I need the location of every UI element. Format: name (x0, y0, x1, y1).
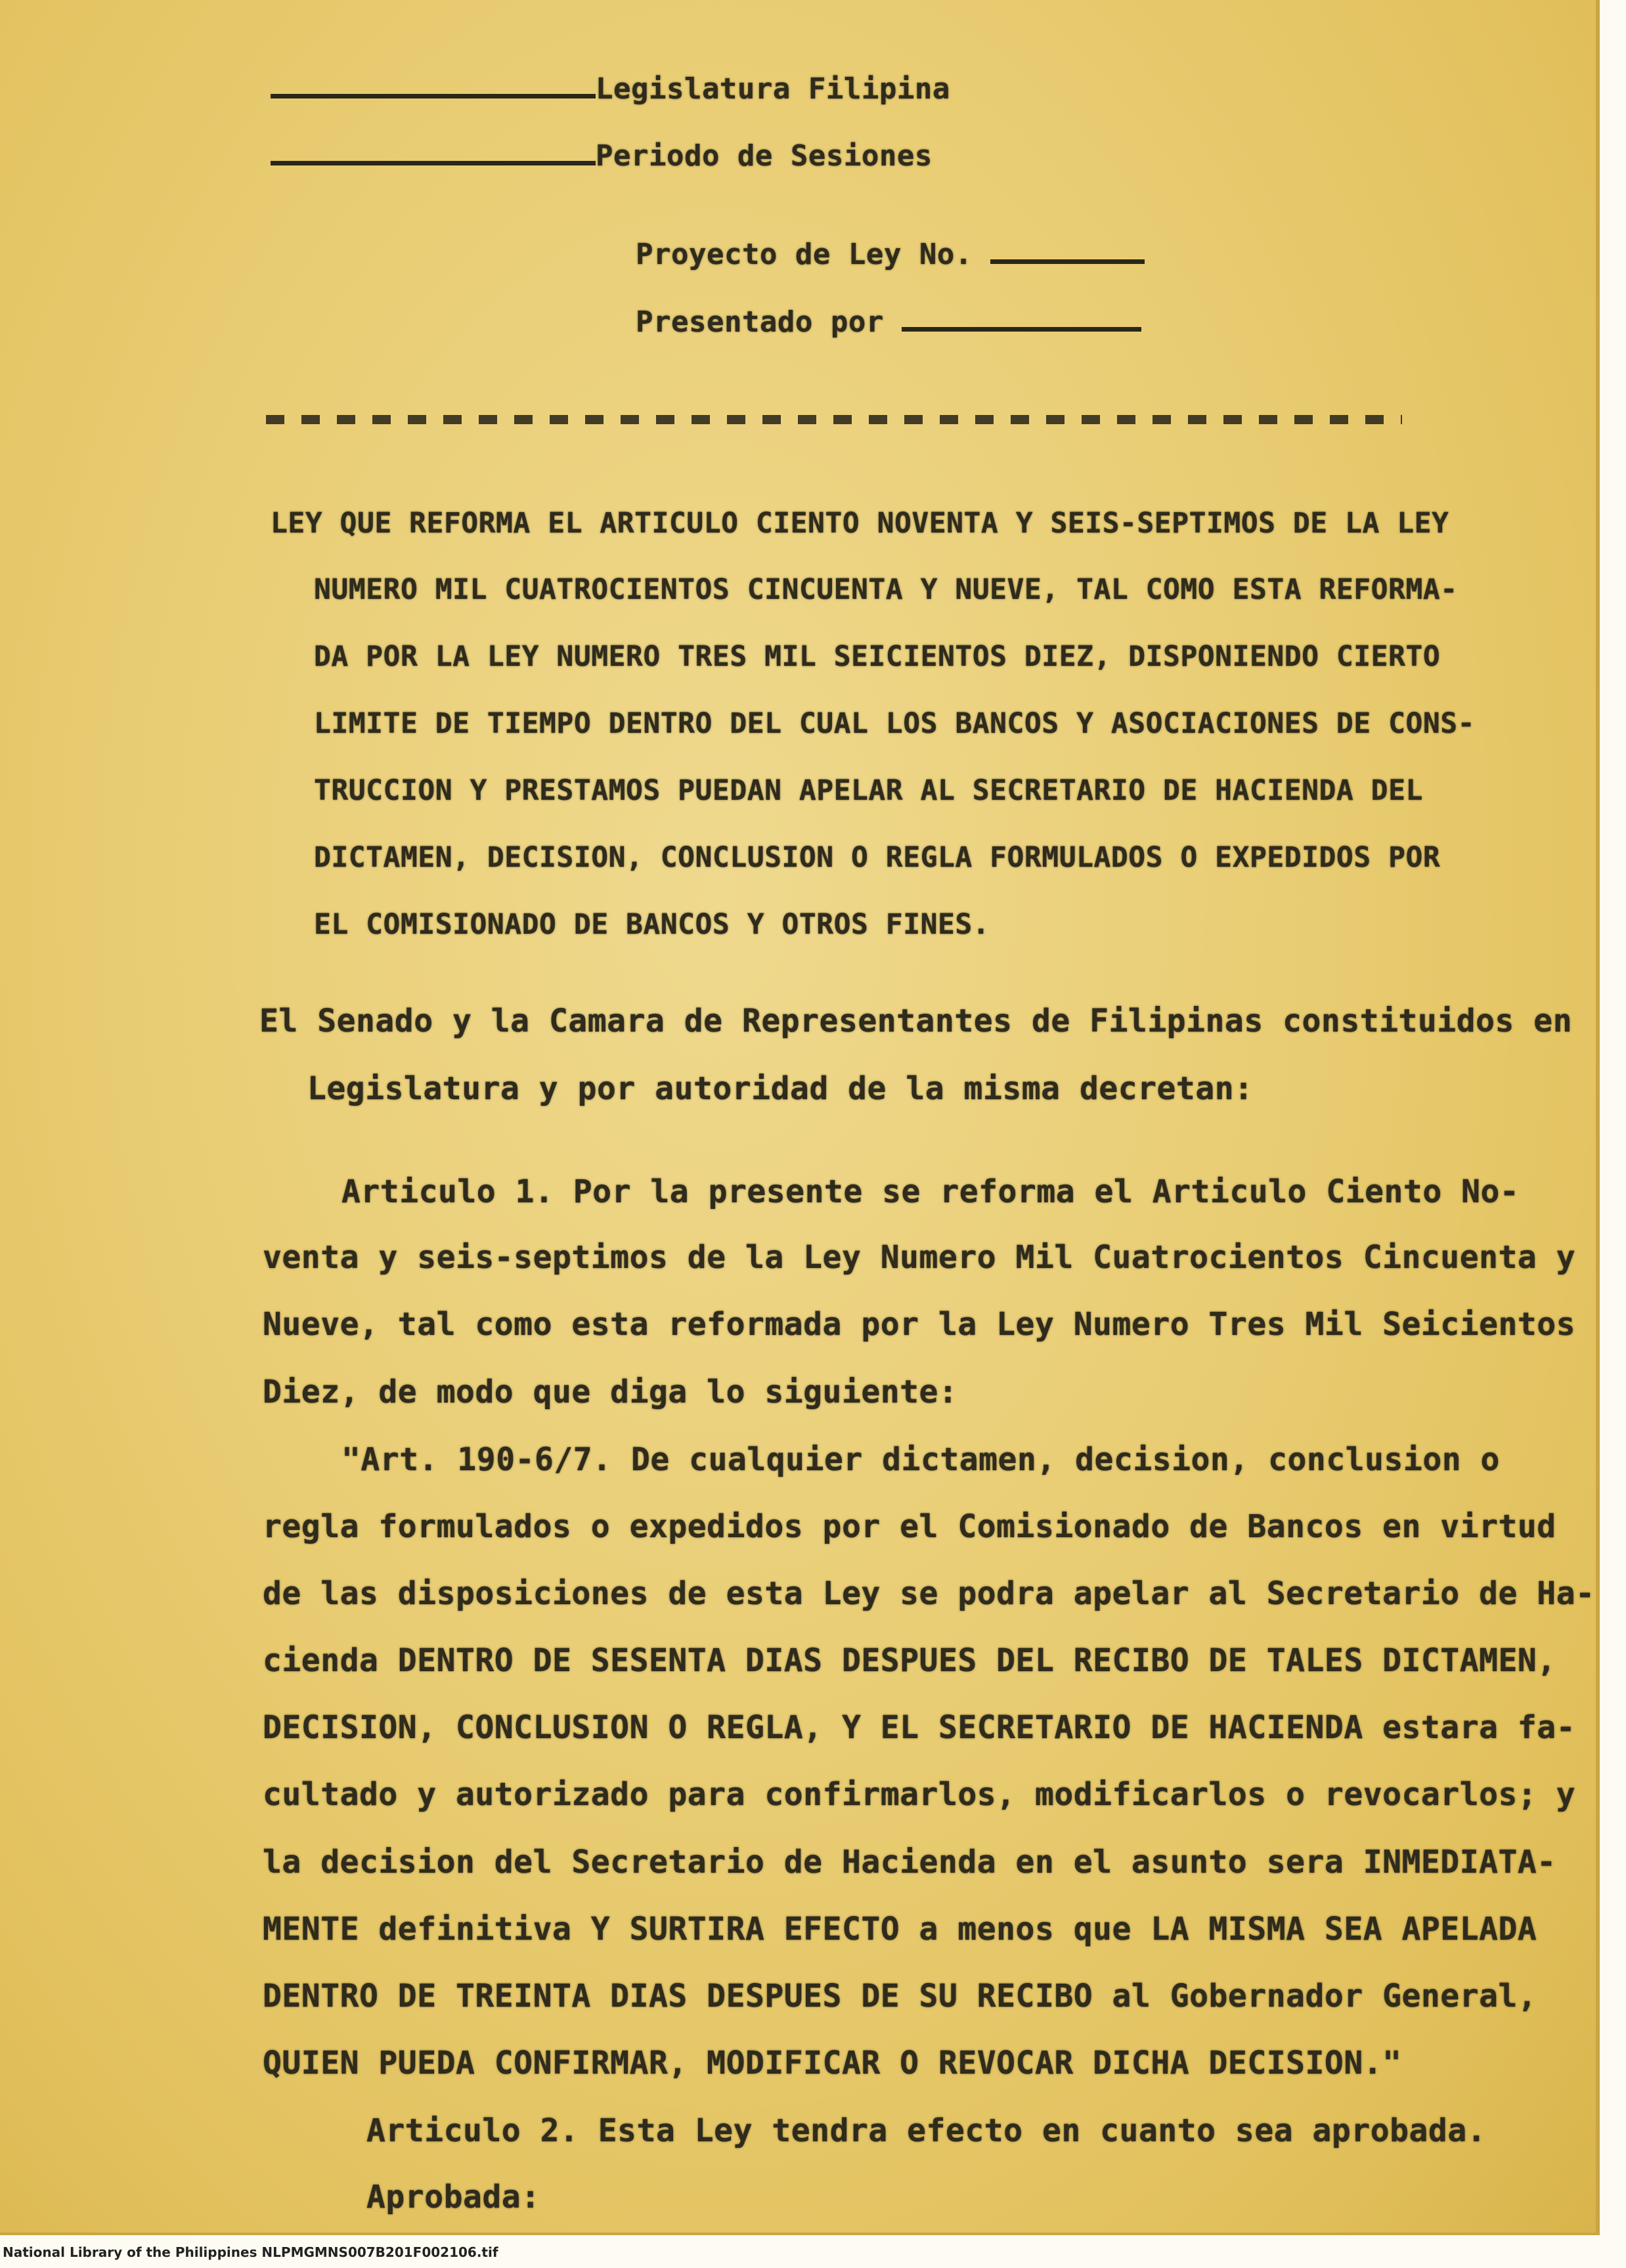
periodo-blank (271, 161, 596, 165)
quoted-line: "Art. 190-6/7. De cualquier dictamen, decision, conclusion o (341, 1441, 1500, 1478)
quoted-line: de las disposiciones de esta Ley se podra apelar al Secretario de Ha- (263, 1575, 1595, 1612)
title-line: TRUCCION Y PRESTAMOS PUEDAN APELAR AL SECRETARIO DE HACIENDA DEL (314, 774, 1423, 807)
quoted-line: cienda DENTRO DE SESENTA DIAS DESPUES DEL RECIBO DE TALES DICTAMEN, (263, 1642, 1556, 1679)
quoted-line: regla formulados o expedidos por el Comisionado de Bancos en virtud (263, 1508, 1556, 1545)
quoted-line: DENTRO DE TREINTA DIAS DESPUES DE SU RECIBO al Gobernador General, (263, 1978, 1537, 2015)
article1-line: Nueve, tal como esta reformada por la Ley Numero Tres Mil Seicientos (263, 1306, 1576, 1343)
article1-line: venta y seis-septimos de la Ley Numero Mil Cuatrocientos Cincuenta y (263, 1239, 1576, 1276)
quoted-line: cultado y autorizado para confirmarlos, modificarlos o revocarlos; y (263, 1776, 1576, 1813)
archive-footer: National Library of the Philippines NLPMGMNS007B201F002106.tif (3, 2244, 498, 2260)
legislatura-label: Legislatura Filipina (596, 72, 950, 106)
proyecto-line (636, 238, 1145, 271)
title-line: DICTAMEN, DECISION, CONCLUSION O REGLA FORMULADOS O EXPEDIDOS POR (314, 841, 1441, 874)
proyecto-label: Proyecto de Ley No. (636, 238, 973, 271)
quoted-line: QUIEN PUEDA CONFIRMAR, MODIFICAR O REVOCAR DICHA DECISION." (263, 2045, 1402, 2082)
legislatura-blank (271, 94, 596, 98)
title-line: LEY QUE REFORMA EL ARTICULO CIENTO NOVENTA Y SEIS-SEPTIMOS DE LA LEY (271, 507, 1449, 540)
quoted-line: MENTE definitiva Y SURTIRA EFECTO a menos que LA MISMA SEA APELADA (263, 1911, 1537, 1948)
presentado-line (636, 305, 1141, 339)
quoted-line: DECISION, CONCLUSION O REGLA, Y EL SECRETARIO DE HACIENDA estara fa- (263, 1709, 1576, 1746)
proyecto-blank (990, 259, 1145, 264)
enacting-line: Legislatura y por autoridad de la misma decretan: (307, 1070, 1254, 1107)
periodo-line (271, 139, 933, 173)
article2-line: Articulo 2. Esta Ley tendra efecto en cuanto sea aprobada. (366, 2112, 1487, 2149)
title-line: EL COMISIONADO DE BANCOS Y OTROS FINES. (314, 908, 990, 941)
dashed-separator (266, 415, 1402, 424)
article1-line: Diez, de modo que diga lo siguiente: (263, 1374, 958, 1410)
title-line: LIMITE DE TIEMPO DENTRO DEL CUAL LOS BANCOS Y ASOCIACIONES DE CONS- (314, 707, 1476, 740)
presentado-blank (902, 327, 1141, 332)
legislatura-line (271, 72, 950, 106)
quoted-line: la decision del Secretario de Hacienda en el asunto sera INMEDIATA- (263, 1844, 1556, 1881)
title-line: DA POR LA LEY NUMERO TRES MIL SEICIENTOS DIEZ, DISPONIENDO CIERTO (314, 640, 1441, 673)
aprobada-line: Aprobada: (366, 2179, 540, 2215)
article1-line: Articulo 1. Por la presente se reforma el Articulo Ciento No- (341, 1173, 1520, 1210)
periodo-label: Periodo de Sesiones (596, 139, 933, 173)
title-line: NUMERO MIL CUATROCIENTOS CINCUENTA Y NUEVE, TAL COMO ESTA REFORMA- (314, 573, 1458, 606)
enacting-line: El Senado y la Camara de Representantes de Filipinas constituidos en (259, 1003, 1573, 1039)
presentado-label: Presentado por (636, 305, 884, 339)
